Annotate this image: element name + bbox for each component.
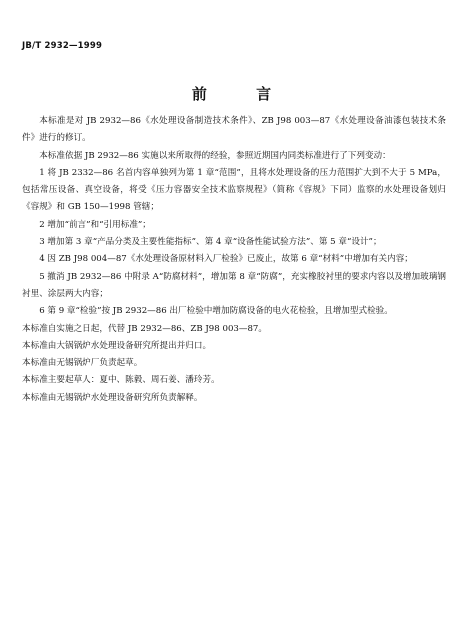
list-item-3: 3 增加第 3 章“产品分类及主要性能指标”、第 4 章“设备性能试验方法”、第 5 章“设计”；	[39, 237, 382, 248]
paragraph-drafter: 本标准由无锡锅炉厂负责起草。	[22, 358, 143, 369]
paragraph-main-drafters: 本标准主要起草人：夏中、陈毅、周石姜、潘玲芳。	[22, 375, 220, 386]
list-item-1: 1 将 JB 2332—86 名首内容单独列为第 1 章“范围”，且将水处理设备的压力范围扩大到不大于 5 MPa，包括常压设备、真空设备，将受《压力容器安全技术监察规程》（简称《容规》下同）监察的水处理设备划归《容规》和 GB 150—1998 管辖；	[22, 167, 446, 213]
paragraph-interpreter: 本标准由无锡锅炉水处理设备研究所负责解释。	[22, 392, 203, 403]
paragraph-changes-intro: 本标准依据 JB 2932—86 实施以来所取得的经验，参照近期国内同类标准进行了下列变动：	[39, 150, 391, 161]
document-body	[22, 113, 446, 407]
paragraph-proposer: 本标准由大锅锅炉水处理设备研究所提出并归口。	[22, 340, 212, 351]
list-item-5: 5 撤消 JB 2932—86 中附录 A“防腐材料”，增加第 8 章“防腐”，充实橡胶衬里的要求内容以及增加玻璃钢衬里、涂层两大内容；	[22, 271, 446, 299]
paragraph-supersedes: 本标准自实施之日起，代替 JB 2932—86、ZB J98 003—87。	[22, 323, 267, 334]
paragraph-revision-note: 本标准是对 JB 2932—86《水处理设备制造技术条件》、ZB J98 003—87《水处理设备油漆包装技术条件》进行的修订。	[22, 116, 446, 144]
list-item-4: 4 因 ZB J98 004—87《水处理设备原材料入厂检验》已废止，故第 6 章“材料”中增加有关内容；	[39, 254, 413, 265]
list-item-2: 2 增加“前言”和“引用标准”；	[39, 219, 151, 230]
standard-number-header: JB/T 2932—1999	[22, 41, 103, 51]
page-title: 前 言	[191, 85, 294, 103]
list-item-6: 6 第 9 章“检验”按 JB 2932—86 出厂检验中增加防腐设备的电火花检验，且增加型式检验。	[39, 306, 393, 317]
